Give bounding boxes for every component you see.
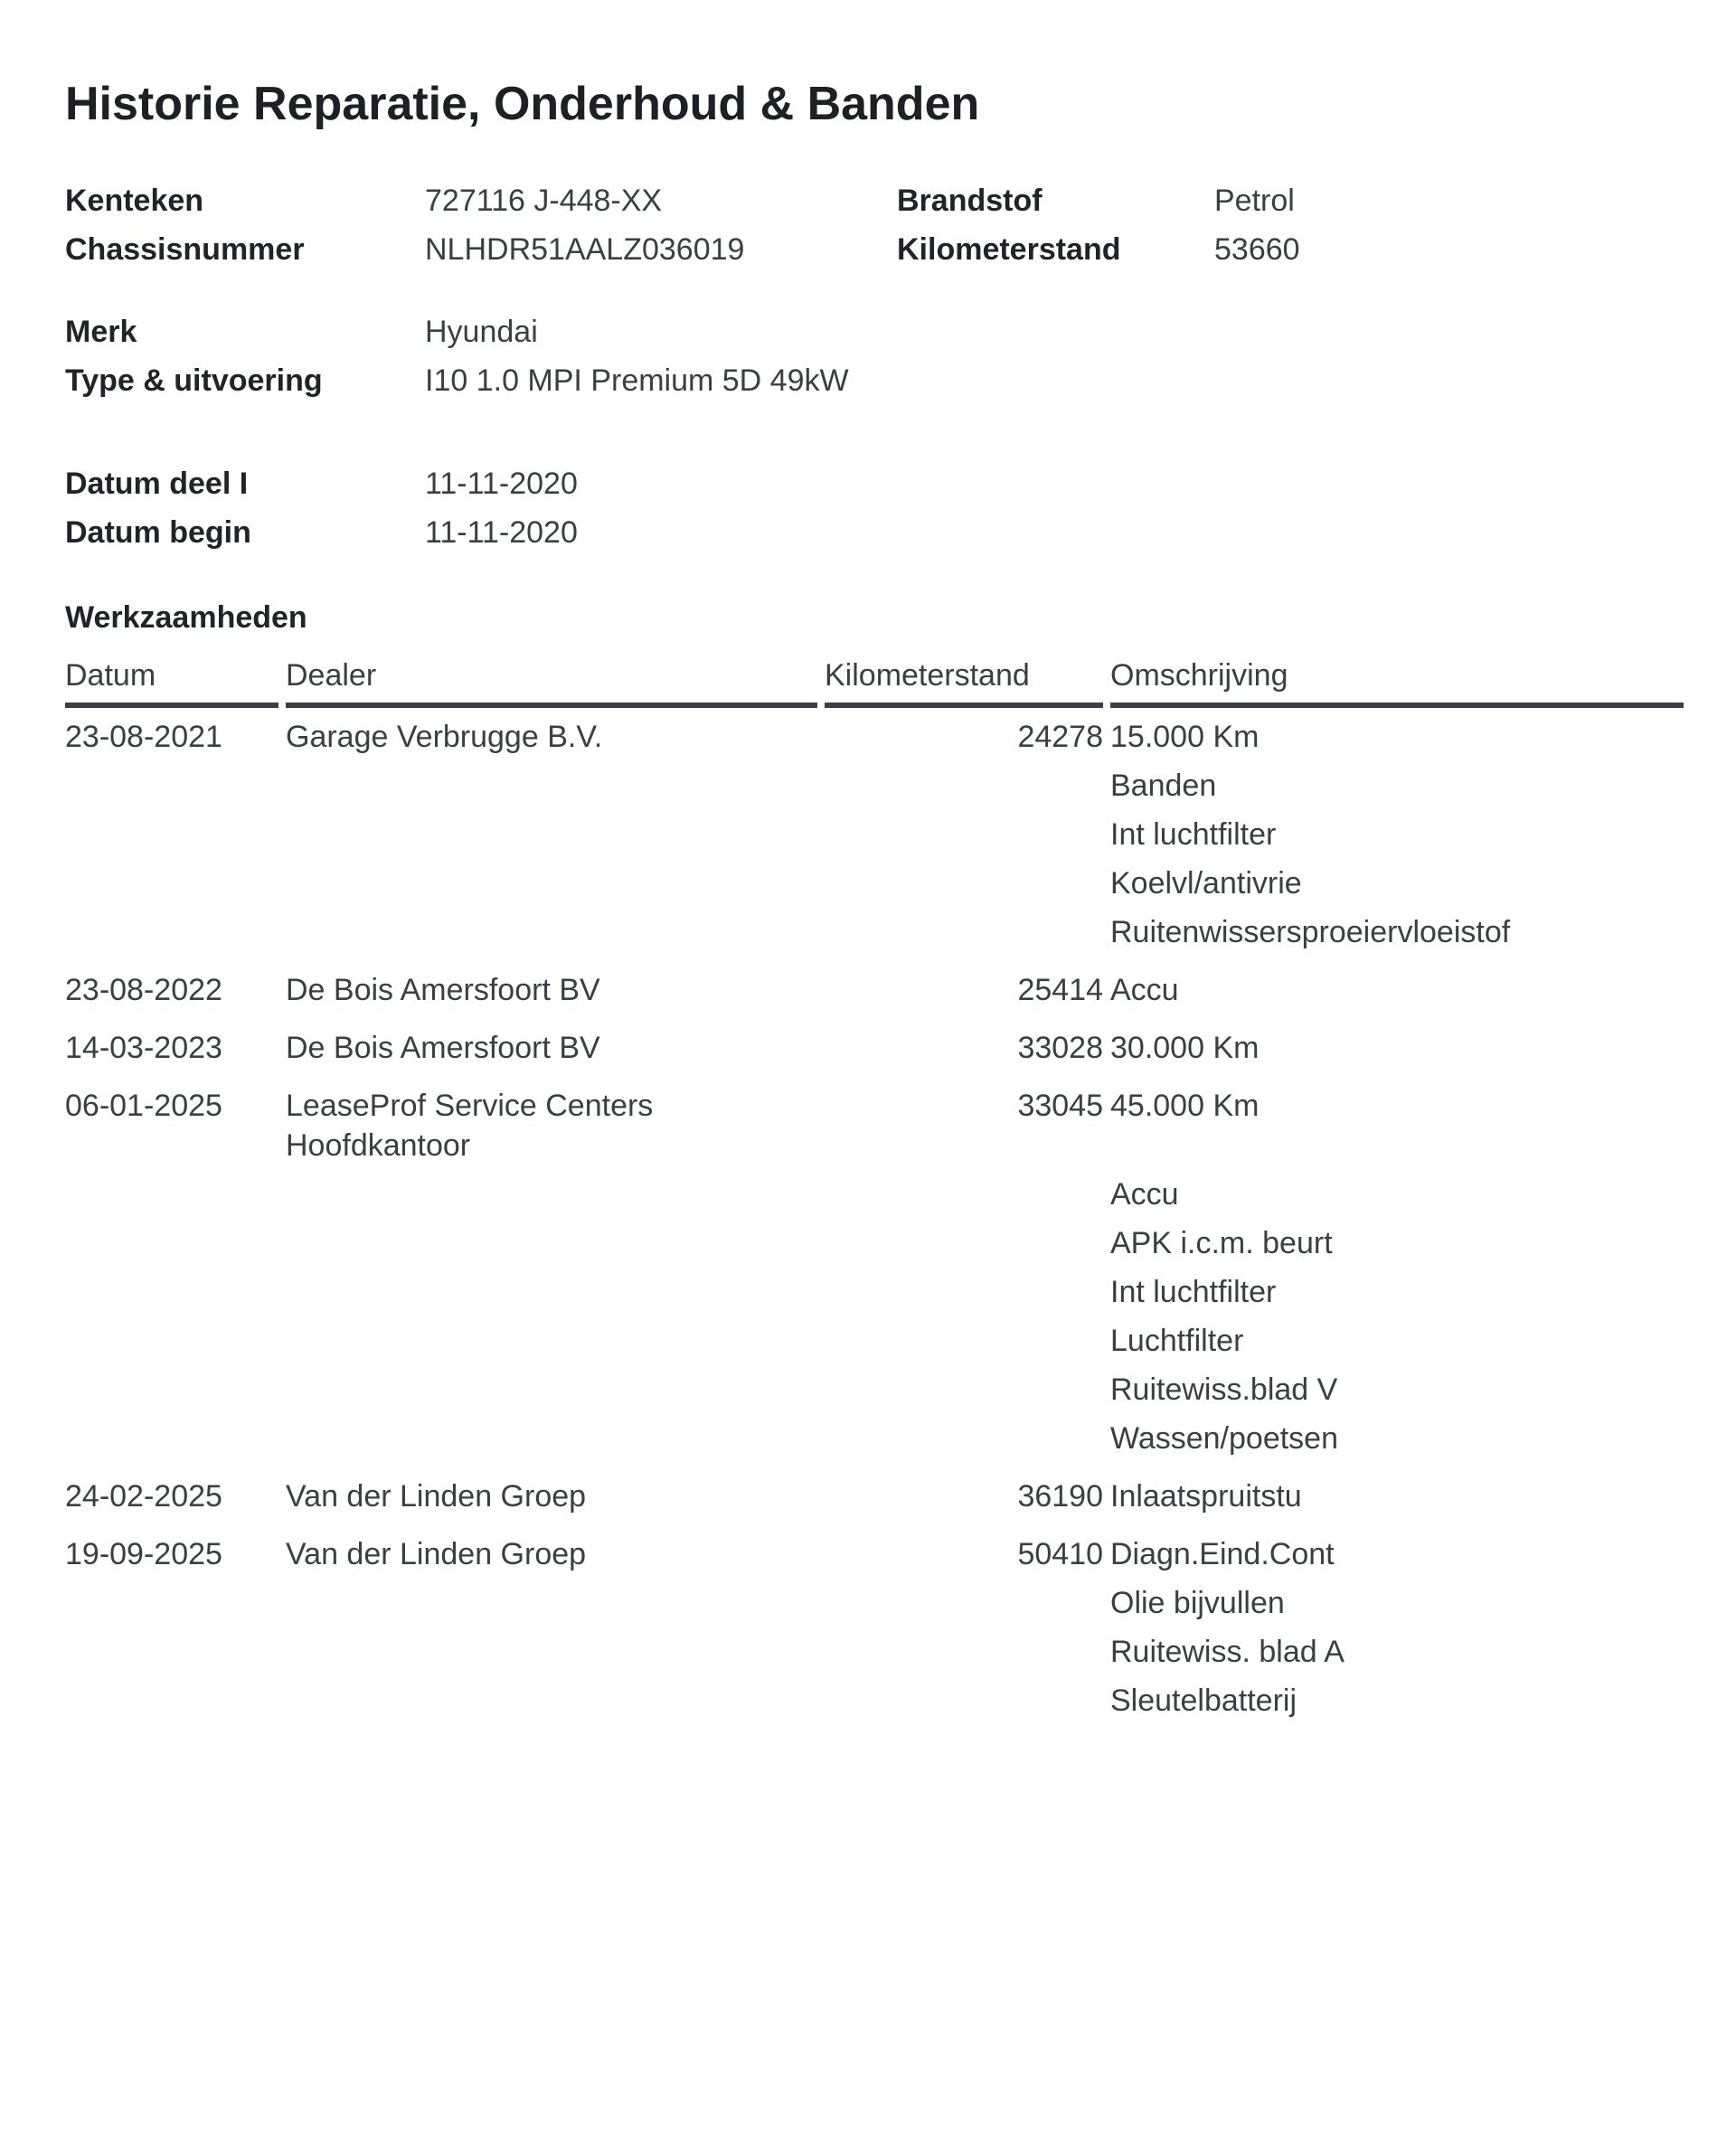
entry-date: 14-03-2023: [65, 1031, 222, 1065]
entry-date: [65, 815, 278, 863]
kenteken-value: 727116 J-448-XX: [425, 184, 663, 218]
entry-kilometerstand: [825, 1681, 1103, 1730]
entry-kilometerstand: [825, 1321, 1103, 1370]
entry-date: [65, 912, 278, 961]
entry-kilometerstand: [825, 1174, 1103, 1223]
entry-kilometerstand: [825, 1370, 1103, 1419]
work-history-table: [58, 656, 1691, 1730]
entry-description-item: Koelvl/antivrie: [1110, 866, 1302, 901]
merk-label: Merk: [65, 315, 137, 349]
work-entry-row: [65, 961, 1684, 1019]
column-header-datum: Datum: [65, 656, 278, 708]
entry-dealer: [286, 708, 817, 766]
entry-dealer: [286, 1632, 817, 1681]
entry-dealer-line: De Bois Amersfoort BV: [286, 973, 600, 1007]
datum-begin-label: Datum begin: [65, 515, 251, 550]
vehicle-info-block-dates: [65, 464, 1691, 552]
entry-kilometerstand: [825, 766, 1103, 815]
entry-dealer-line: Hoofdkantoor: [286, 1128, 471, 1163]
column-header-dealer: Dealer: [286, 656, 817, 708]
section-title-werkzaamheden: Werkzaamheden: [65, 600, 307, 635]
work-entry-continuation-row: [65, 1174, 1684, 1223]
entry-date: [65, 1419, 278, 1467]
entry-description-item: Int luchtfilter: [1110, 817, 1277, 852]
entry-date: 24-02-2025: [65, 1479, 222, 1514]
entry-dealer: [286, 815, 817, 863]
work-entry-continuation-row: [65, 1419, 1684, 1467]
entry-description-item: Inlaatspruitstu: [1110, 1479, 1302, 1514]
entry-kilometerstand: [825, 912, 1103, 961]
entry-dealer: [286, 1321, 817, 1370]
work-entry-continuation-row: [65, 1272, 1684, 1321]
entry-description-item: Diagn.Eind.Cont: [1110, 1537, 1335, 1571]
work-entry-row: [65, 1077, 1684, 1174]
entry-date: [65, 766, 278, 815]
entry-description-item: Accu: [1110, 1177, 1179, 1212]
entry-dealer: [286, 766, 817, 815]
entry-date: [65, 1681, 278, 1730]
entry-dealer: [286, 1272, 817, 1321]
entry-date: [65, 1321, 278, 1370]
brandstof-value: Petrol: [1214, 184, 1295, 218]
entry-description-item: Luchtfilter: [1110, 1324, 1244, 1358]
entry-dealer: [286, 1583, 817, 1632]
entry-dealer: [286, 1370, 817, 1419]
work-entry-continuation-row: [65, 1321, 1684, 1370]
entry-kilometerstand: 24278: [1017, 720, 1103, 754]
work-entry-continuation-row: [65, 912, 1684, 961]
work-entry-row: [65, 1467, 1684, 1525]
entry-dealer: [286, 1223, 817, 1272]
entry-description-item: Ruitewiss. blad A: [1110, 1635, 1344, 1669]
entry-dealer: [286, 1019, 817, 1077]
entry-date: [65, 1272, 278, 1321]
entry-dealer-line: Van der Linden Groep: [286, 1537, 587, 1571]
entry-dealer: [286, 961, 817, 1019]
work-entry-continuation-row: [65, 815, 1684, 863]
work-entry-continuation-row: [65, 1681, 1684, 1730]
entry-kilometerstand: 25414: [1017, 973, 1103, 1007]
entry-kilometerstand: [825, 1223, 1103, 1272]
entry-dealer-line: LeaseProf Service Centers: [286, 1089, 654, 1123]
entry-date: [65, 1174, 278, 1223]
entry-kilometerstand: [825, 815, 1103, 863]
work-entry-continuation-row: [65, 1632, 1684, 1681]
entry-dealer: [286, 1467, 817, 1525]
entry-kilometerstand: 33045: [1017, 1089, 1103, 1123]
work-table-body: [65, 708, 1684, 1730]
datum-deel-label: Datum deel I: [65, 467, 249, 501]
chassisnummer-label: Chassisnummer: [65, 232, 305, 267]
vehicle-info-block-primary: [65, 181, 1691, 269]
entry-date: [65, 1583, 278, 1632]
kilometerstand-value: 53660: [1214, 232, 1300, 267]
entry-date: 23-08-2022: [65, 973, 222, 1007]
entry-kilometerstand: [825, 1583, 1103, 1632]
entry-kilometerstand: [825, 1272, 1103, 1321]
entry-description-item: Banden: [1110, 769, 1217, 803]
column-header-omschrijving: Omschrijving: [1110, 656, 1684, 708]
work-entry-continuation-row: [65, 1583, 1684, 1632]
entry-kilometerstand: 36190: [1017, 1479, 1103, 1514]
entry-description-item: Wassen/poetsen: [1110, 1421, 1338, 1456]
work-entry-row: [65, 1019, 1684, 1077]
entry-date: 23-08-2021: [65, 720, 222, 754]
chassisnummer-value: NLHDR51AALZ036019: [425, 232, 745, 267]
entry-dealer: [286, 1681, 817, 1730]
entry-kilometerstand: 50410: [1017, 1537, 1103, 1571]
entry-date: 06-01-2025: [65, 1089, 222, 1123]
entry-dealer: [286, 912, 817, 961]
entry-description-item: 45.000 Km: [1110, 1089, 1260, 1123]
entry-description-item: 30.000 Km: [1110, 1031, 1260, 1065]
entry-date: [65, 1223, 278, 1272]
entry-kilometerstand: [825, 1632, 1103, 1681]
work-entry-row: [65, 708, 1684, 766]
work-table-header-row: [65, 656, 1684, 708]
entry-description-item: Olie bijvullen: [1110, 1586, 1285, 1620]
entry-dealer-line: De Bois Amersfoort BV: [286, 1031, 600, 1065]
entry-kilometerstand: [825, 863, 1103, 912]
page-title: Historie Reparatie, Onderhoud & Banden: [65, 78, 980, 130]
column-header-kilometerstand: Kilometerstand: [825, 656, 1103, 708]
entry-kilometerstand: [825, 1419, 1103, 1467]
entry-description-item: Ruitewiss.blad V: [1110, 1372, 1338, 1407]
datum-deel-value: 11-11-2020: [425, 467, 578, 501]
entry-dealer: [286, 1077, 817, 1174]
entry-description-item: Accu: [1110, 973, 1179, 1007]
merk-value: Hyundai: [425, 315, 538, 349]
entry-description-item: Sleutelbatterij: [1110, 1684, 1297, 1718]
vehicle-info-block-model: [65, 312, 1691, 401]
entry-description-item: APK i.c.m. beurt: [1110, 1226, 1333, 1260]
entry-description-item: 15.000 Km: [1110, 720, 1260, 754]
work-entry-row: [65, 1525, 1684, 1583]
entry-date: [65, 1632, 278, 1681]
entry-description-item: Ruitenwissersproeiervloeistof: [1110, 915, 1511, 949]
entry-dealer: [286, 1419, 817, 1467]
entry-dealer: [286, 1174, 817, 1223]
work-entry-continuation-row: [65, 1370, 1684, 1419]
entry-date: 19-09-2025: [65, 1537, 222, 1571]
entry-dealer-line: Van der Linden Groep: [286, 1479, 587, 1514]
entry-description-item: Int luchtfilter: [1110, 1275, 1277, 1309]
work-entry-continuation-row: [65, 863, 1684, 912]
kilometerstand-label: Kilometerstand: [897, 232, 1121, 267]
entry-dealer-line: Garage Verbrugge B.V.: [286, 720, 603, 754]
type-uitvoering-label: Type & uitvoering: [65, 363, 323, 398]
entry-date: [65, 1370, 278, 1419]
brandstof-label: Brandstof: [897, 184, 1043, 218]
datum-begin-value: 11-11-2020: [425, 515, 578, 550]
work-entry-continuation-row: [65, 1223, 1684, 1272]
type-uitvoering-value: I10 1.0 MPI Premium 5D 49kW: [425, 363, 849, 398]
entry-date: [65, 863, 278, 912]
entry-kilometerstand: 33028: [1017, 1031, 1103, 1065]
entry-dealer: [286, 863, 817, 912]
entry-dealer: [286, 1525, 817, 1583]
kenteken-label: Kenteken: [65, 184, 204, 218]
work-entry-continuation-row: [65, 766, 1684, 815]
